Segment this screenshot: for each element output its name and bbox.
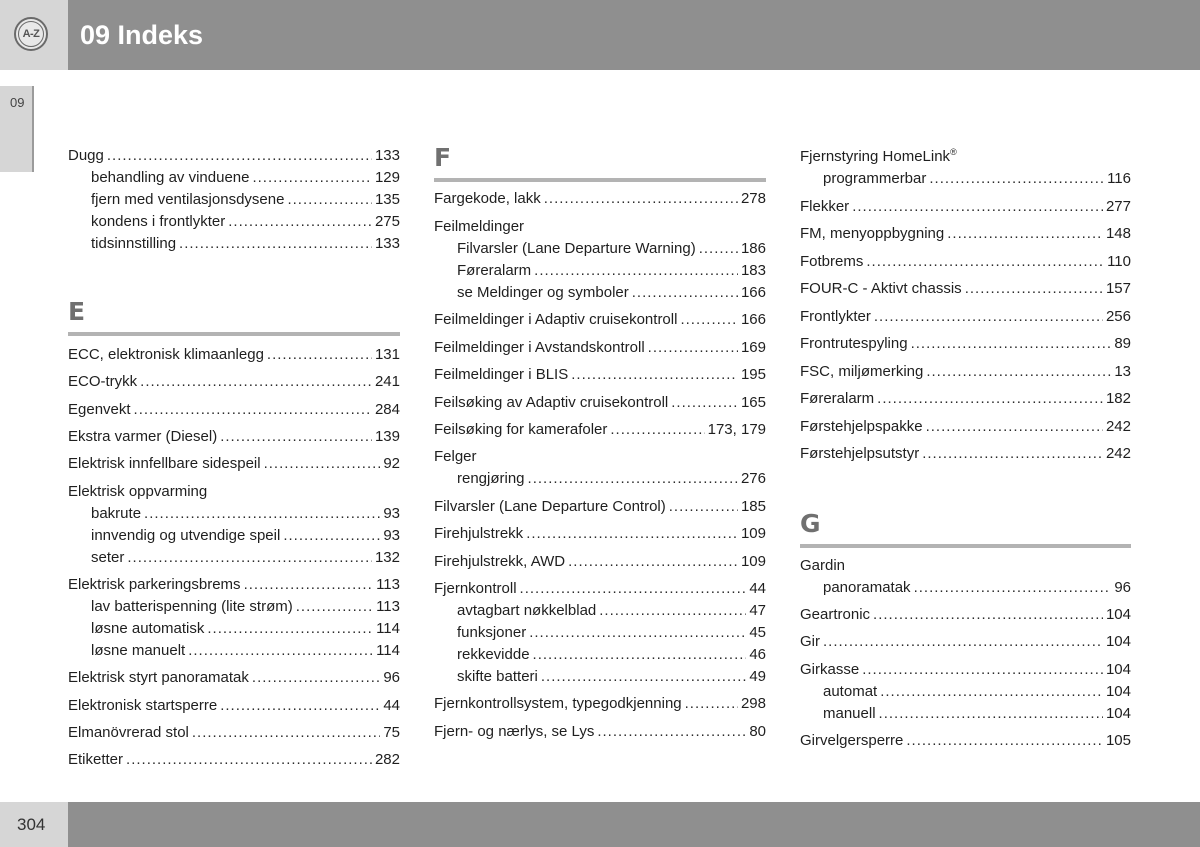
index-subentry: bakrute ..... 93 [91,503,400,525]
index-entry: FSC, miljømerking ..... 13 [800,361,1131,383]
index-subentry: manuell ..... 104 [823,703,1131,725]
chapter-side-tab-label: 09 [10,95,25,110]
index-subentry: seter ..... 132 [91,547,400,569]
index-subentry: Føreralarm ..... 183 [457,260,766,282]
index-subentry: Filvarsler (Lane Departure Warning) ..... 186 [457,238,766,260]
index-entry: FOUR-C - Aktivt chassis ..... 157 [800,278,1131,300]
section-letter-f: F [434,143,452,172]
index-subentry: se Meldinger og symboler ..... 166 [457,282,766,304]
header-bar [68,0,1200,70]
index-entry-heading: Felger [434,448,477,465]
index-entry: Førstehjelpspakke ..... 242 [800,416,1131,438]
index-entry-heading: Feilmeldinger [434,218,525,235]
index-entry: Feilmeldinger i BLIS ..... 195 [434,364,766,386]
index-entry: FM, menyoppbygning ..... 148 [800,223,1131,245]
index-entry: Ekstra varmer (Diesel) ..... 139 [68,426,400,448]
index-entry: Førstehjelpsutstyr ..... 242 [800,443,1131,465]
index-entry: Føreralarm ..... 182 [800,388,1131,410]
index-entry: Dugg ..... 133 [68,145,400,167]
index-entry-heading: Gardin [800,557,846,574]
index-entry: Frontlykter ..... 256 [800,306,1131,328]
index-entry-heading: Elektrisk oppvarming [68,483,208,500]
page-number: 304 [17,815,46,834]
index-entry-heading: Fjernstyring HomeLink® [800,147,957,165]
index-entry: Fjern- og nærlys, se Lys ..... 80 [434,721,766,743]
index-entry: Feilsøking for kamerafoler ..... 173, 179 [434,419,766,441]
section-divider [68,332,400,336]
index-subentry: automat ..... 104 [823,681,1131,703]
index-subentry: tidsinnstilling ..... 133 [91,233,400,255]
index-entry: Fotbrems ..... 110 [800,251,1131,273]
section-divider [800,544,1131,548]
index-subentry: programmerbar ..... 116 [823,168,1131,190]
index-entry: Elektrisk innfellbare sidespeil ..... 92 [68,453,400,475]
index-subentry: løsne automatisk ..... 114 [91,618,400,640]
index-entry: Fjernkontrollsystem, typegodkjenning ..... 298 [434,693,766,715]
chapter-side-tab [0,86,34,172]
header-badge-area [0,0,68,70]
index-entry: Girkasse ..... 104 [800,659,1131,681]
index-entry: Feilmeldinger i Avstandskontroll ..... 169 [434,337,766,359]
index-subentry: kondens i frontlykter ..... 275 [91,211,400,233]
index-subentry: funksjoner ..... 45 [457,622,766,644]
index-subentry: innvendig og utvendige speil ..... 93 [91,525,400,547]
index-entry: Girvelgersperre ..... 105 [800,730,1131,752]
index-entry: Filvarsler (Lane Departure Control) ..... 185 [434,496,766,518]
index-subentry: lav batterispenning (lite strøm) ..... 113 [91,596,400,618]
index-entry: Firehjulstrekk, AWD ..... 109 [434,551,766,573]
index-subentry: skifte batteri ..... 49 [457,666,766,688]
index-subentry: løsne manuelt ..... 114 [91,640,400,662]
a-z-index-icon-label: A-Z [18,21,44,47]
index-subentry: panoramatak ..... 96 [823,577,1131,599]
index-entry: Frontrutespyling ..... 89 [800,333,1131,355]
index-entry: Feilsøking av Adaptiv cruisekontroll ..... 165 [434,392,766,414]
footer-bar [68,802,1200,847]
index-entry: Gir ..... 104 [800,631,1131,653]
index-subentry: rekkevidde ..... 46 [457,644,766,666]
index-entry: Flekker ..... 277 [800,196,1131,218]
a-z-index-icon [14,17,48,51]
index-subentry: avtagbart nøkkelblad ..... 47 [457,600,766,622]
index-entry: Firehjulstrekk ..... 109 [434,523,766,545]
index-entry: ECO-trykk ..... 241 [68,371,400,393]
index-entry: Elmanövrerad stol ..... 75 [68,722,400,744]
chapter-title: 09 Indeks [80,20,204,50]
index-entry: ECC, elektronisk klimaanlegg ..... 131 [68,344,400,366]
index-entry: Elektronisk startsperre ..... 44 [68,695,400,717]
index-entry: Etiketter ..... 282 [68,749,400,771]
section-divider [434,178,766,182]
index-entry: Fargekode, lakk ..... 278 [434,188,766,210]
index-entry: Fjernkontroll ..... 44 [434,578,766,600]
index-entry: Geartronic ..... 104 [800,604,1131,626]
index-entry: Elektrisk styrt panoramatak ..... 96 [68,667,400,689]
index-subentry: behandling av vinduene ..... 129 [91,167,400,189]
index-entry: Feilmeldinger i Adaptiv cruisekontroll ..... 166 [434,309,766,331]
section-letter-g: G [800,509,821,538]
section-letter-e: E [68,297,86,326]
index-entry: Egenvekt ..... 284 [68,399,400,421]
index-subentry: rengjøring ..... 276 [457,468,766,490]
index-subentry: fjern med ventilasjonsdysene ..... 135 [91,189,400,211]
registered-mark: ® [950,147,957,157]
index-entry: Elektrisk parkeringsbrems ..... 113 [68,574,400,596]
